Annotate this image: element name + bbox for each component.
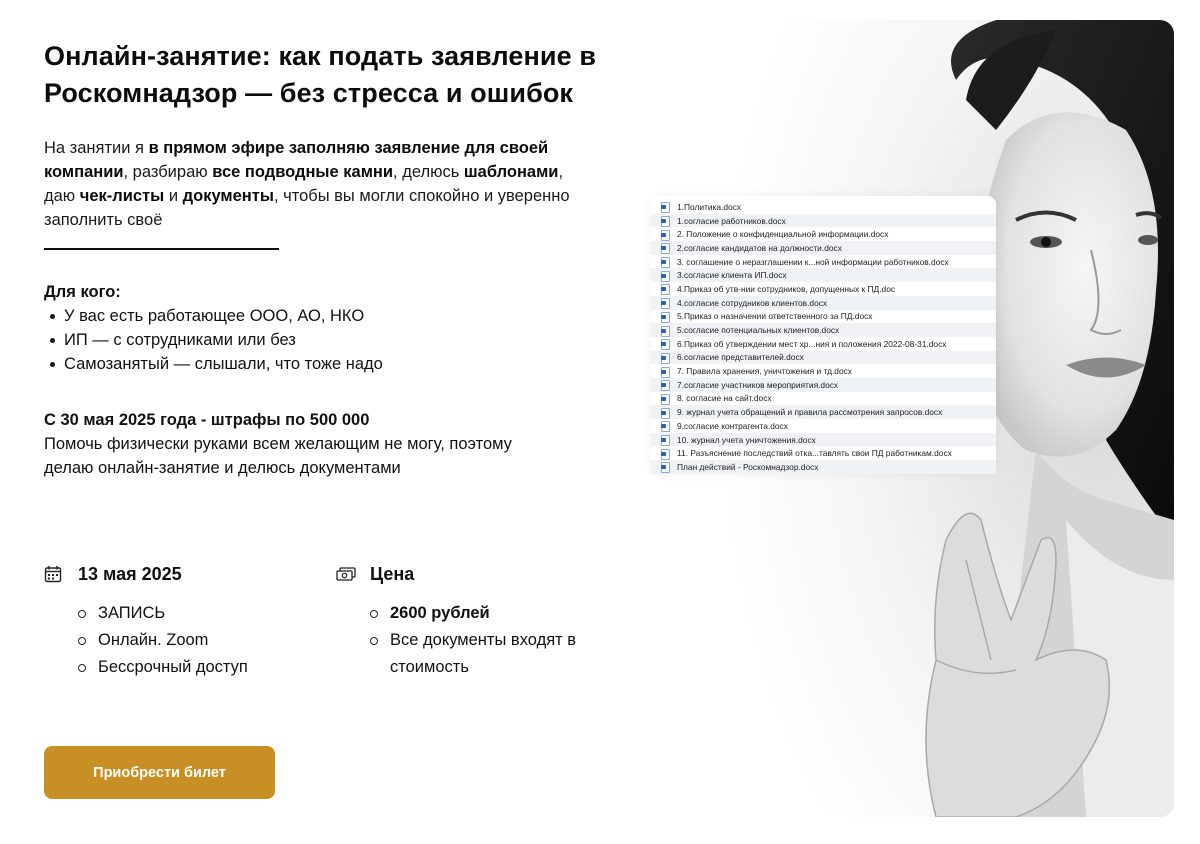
- file-item[interactable]: [651, 378, 996, 392]
- doc-file-icon: [661, 367, 669, 376]
- file-item[interactable]: [651, 282, 996, 296]
- price-note: Все документы входят в стоимость: [370, 627, 606, 681]
- audience-list: [44, 304, 604, 376]
- file-item[interactable]: [651, 200, 996, 214]
- file-item[interactable]: [651, 255, 996, 269]
- file-item[interactable]: [651, 433, 996, 447]
- file-name: 9. журнал учета обращений и правила рассмотрения запросов.docx: [677, 407, 943, 418]
- doc-file-icon: [661, 230, 669, 239]
- file-item[interactable]: [651, 351, 996, 365]
- doc-file-icon: [661, 408, 669, 417]
- file-name: План действий - Роскомнадзор.docx: [677, 461, 819, 472]
- file-name: 7. Правила хранения, уничтожения и тд.docx: [677, 366, 852, 377]
- file-name: 2.согласие кандидатов на должности.docx: [677, 242, 842, 253]
- file-name: 4.согласие сотрудников клиентов.docx: [677, 297, 828, 308]
- intro-bold: шаблонами: [463, 163, 559, 181]
- content-column: [44, 38, 604, 480]
- file-item[interactable]: [651, 214, 996, 228]
- file-item[interactable]: [651, 310, 996, 324]
- price-title: Цена: [370, 563, 415, 584]
- intro-part: , чтобы вы могли спокойно и уверенно заполнить своё: [44, 187, 570, 229]
- intro-bold: документы: [182, 187, 274, 205]
- file-item[interactable]: [651, 460, 996, 474]
- event-date: 13 мая 2025: [78, 563, 182, 584]
- doc-file-icon: [661, 380, 669, 389]
- calendar-icon: [44, 565, 62, 583]
- doc-file-icon: [661, 243, 669, 252]
- file-name: 7.согласие участников мероприятия.docx: [677, 379, 839, 390]
- file-name: 3. соглашение о неразглашении к...ной информации работников.docx: [677, 256, 949, 267]
- intro-bold: чек-листы: [79, 187, 165, 205]
- price-amount: 2600 рублей: [370, 600, 606, 627]
- file-item[interactable]: [651, 296, 996, 310]
- file-item[interactable]: [651, 323, 996, 337]
- intro-part: На занятии я: [44, 139, 149, 157]
- doc-file-icon: [661, 421, 669, 430]
- file-item[interactable]: [651, 392, 996, 406]
- file-item[interactable]: [651, 241, 996, 255]
- doc-file-icon: [661, 435, 669, 444]
- file-name: 5.Приказ о назначении ответственного за ПД.docx: [677, 311, 873, 322]
- buy-ticket-button[interactable]: Приобрести билет: [44, 746, 275, 799]
- doc-file-icon: [661, 326, 669, 335]
- doc-file-icon: [661, 216, 669, 225]
- intro-text: [44, 136, 589, 232]
- file-name: 1.согласие работников.docx: [677, 215, 786, 226]
- file-item[interactable]: [651, 268, 996, 282]
- file-name: 8. согласие на сайт.docx: [677, 393, 772, 404]
- event-detail-item: ЗАПИСЬ: [78, 600, 314, 627]
- doc-file-icon: [661, 284, 669, 293]
- file-item[interactable]: [651, 405, 996, 419]
- intro-part: , даю: [44, 163, 564, 205]
- price-block: [336, 560, 606, 681]
- event-date-block: [44, 560, 314, 681]
- doc-file-icon: [661, 353, 669, 362]
- file-item[interactable]: [651, 446, 996, 460]
- money-icon: [336, 565, 356, 583]
- doc-file-icon: [661, 202, 669, 211]
- audience-item: Самозанятый — слышали, что тоже надо: [44, 352, 604, 376]
- file-name: 2. Положение о конфиденциальной информации.docx: [677, 229, 889, 240]
- divider: [44, 248, 279, 250]
- event-detail-item: Бессрочный доступ: [78, 654, 314, 681]
- doc-file-icon: [661, 298, 669, 307]
- doc-file-icon: [661, 462, 669, 471]
- event-details: [44, 600, 314, 681]
- page-title: Онлайн-занятие: как подать заявление в Роскомнадзор — без стресса и ошибок: [44, 41, 597, 108]
- event-detail-item: Онлайн. Zoom: [78, 627, 314, 654]
- file-item[interactable]: [651, 419, 996, 433]
- file-name: 5.согласие потенциальных клиентов.docx: [677, 325, 840, 336]
- audience-item: У вас есть работающее ООО, АО, НКО: [44, 304, 604, 328]
- file-name: 6.согласие представителей.docx: [677, 352, 804, 363]
- intro-part: , разбираю: [123, 163, 213, 181]
- intro-bold: все подводные камни: [212, 163, 394, 181]
- audience-item: ИП — с сотрудниками или без: [44, 328, 604, 352]
- fine-title: С 30 мая 2025 года - штрафы по 500 000: [44, 411, 370, 429]
- file-name: 9.согласие контрагента.docx: [677, 420, 788, 431]
- file-name: 3.согласие клиента ИП.docx: [677, 270, 787, 281]
- intro-part: , делюсь: [393, 163, 464, 181]
- doc-file-icon: [661, 257, 669, 266]
- doc-file-icon: [661, 339, 669, 348]
- file-item[interactable]: [651, 337, 996, 351]
- fine-text: Помочь физически руками всем желающим не могу, поэтому делаю онлайн-занятие и делюсь документами: [44, 435, 512, 477]
- doc-file-icon: [661, 312, 669, 321]
- doc-file-icon: [661, 271, 669, 280]
- file-item[interactable]: [651, 364, 996, 378]
- file-name: 6.Приказ об утверждении мест хр...ния и положения 2022-08-31.docx: [677, 338, 947, 349]
- audience-title: Для кого:: [44, 283, 121, 301]
- intro-part: и: [164, 187, 183, 205]
- file-name: 10. журнал учета уничтожения.docx: [677, 434, 816, 445]
- file-name: 1.Политика.docx: [677, 201, 742, 212]
- file-list: [651, 196, 996, 474]
- doc-file-icon: [661, 449, 669, 458]
- intro-bold: в прямом эфире заполняю заявление для своей компании: [44, 139, 549, 181]
- file-item[interactable]: [651, 227, 996, 241]
- file-name: 4.Приказ об утв-нии сотрудников, допущенных к ПД.doc: [677, 283, 896, 294]
- file-name: 11. Разъяснение последствий отка...тавлять свои ПД работникам.docx: [677, 448, 952, 459]
- doc-file-icon: [661, 394, 669, 403]
- price-details: [336, 600, 606, 681]
